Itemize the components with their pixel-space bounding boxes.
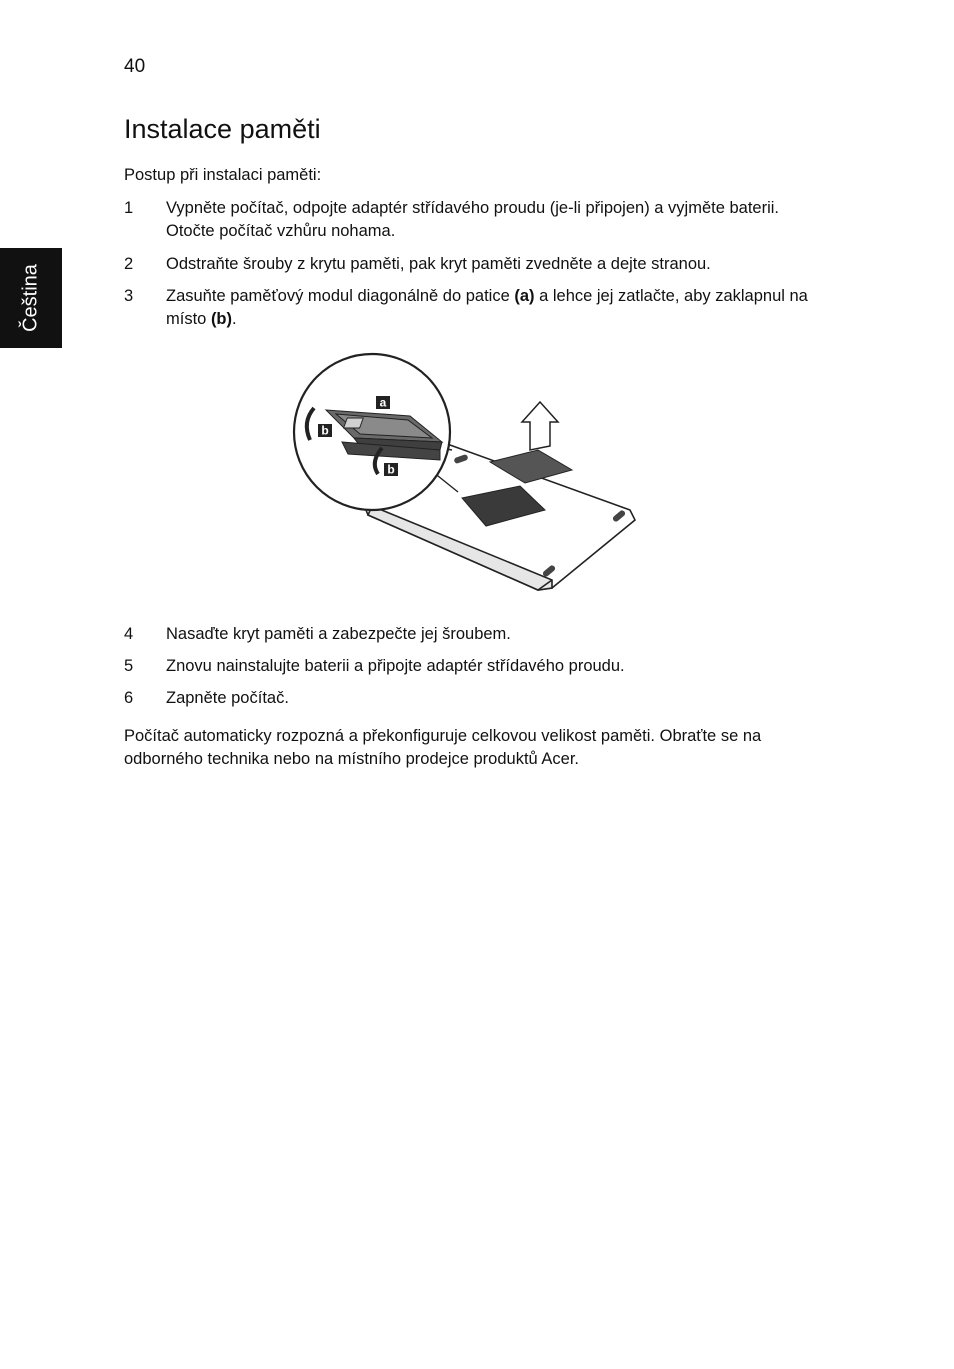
step-number: 3 (124, 287, 134, 305)
section-intro: Postup při instalaci paměti: (124, 166, 322, 184)
step-bold-label-b: (b) (210, 310, 233, 328)
step-text: Znovu nainstalujte baterii a připojte adaptér střídavého proudu. (166, 657, 625, 675)
up-arrow-icon (522, 402, 558, 450)
step-number: 1 (124, 199, 134, 217)
section-title: Instalace paměti (124, 114, 321, 144)
step-text: Odstraňte šrouby z krytu paměti, pak kryt paměti zvedněte a dejte stranou. (166, 255, 711, 273)
step-bold-label-a: (a) (514, 287, 535, 305)
label-b: b (321, 423, 329, 438)
step-number: 5 (124, 657, 134, 675)
step-text: Zapněte počítač. (166, 689, 289, 707)
step-text-part: a lehce jej zatlačte, aby zaklapnul na místo (166, 287, 808, 328)
step-text: Vypněte počítač, odpojte adaptér střídavého proudu (je-li připojen) a vyjměte baterii. Otočte počítač vzhůru nohama. (166, 199, 779, 240)
language-side-tab-label: Čeština (19, 264, 42, 332)
page-number: 40 (124, 56, 146, 77)
memory-installation-illustration (290, 350, 650, 600)
label-a: a (379, 395, 387, 410)
step-text-part: . (232, 310, 237, 328)
language-side-tab (0, 248, 62, 348)
step-number: 2 (124, 255, 134, 273)
step-text (166, 285, 826, 331)
step-text-part: Zasuňte paměťový modul diagonálně do patice (166, 287, 515, 305)
step-number: 4 (124, 625, 134, 643)
step-text: Nasaďte kryt paměti a zabezpečte jej šroubem. (166, 625, 511, 643)
closing-paragraph: Počítač automaticky rozpozná a překonfiguruje celkovou velikost paměti. Obraťte se na odborného technika nebo na místního prodejce produktů Acer. (124, 727, 762, 768)
label-b: b (387, 462, 395, 477)
step-number: 6 (124, 689, 134, 707)
